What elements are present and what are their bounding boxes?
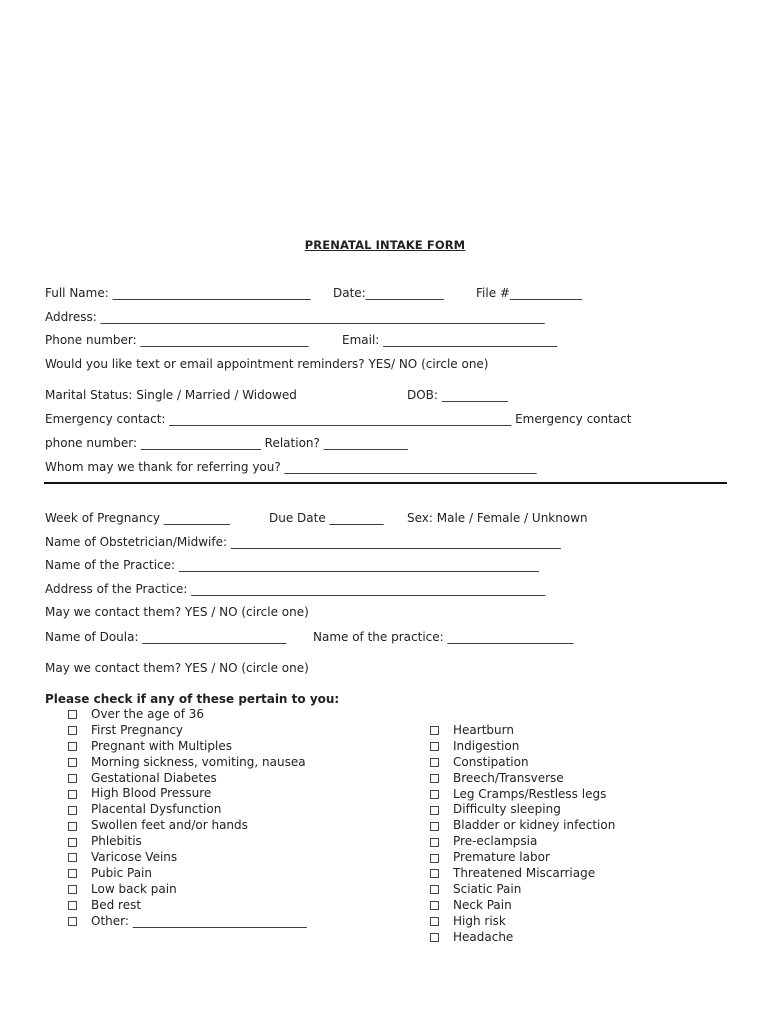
checkbox[interactable] — [68, 742, 77, 751]
checkbox[interactable] — [68, 885, 77, 894]
obstetrician-field[interactable]: Name of Obstetrician/Midwife: _______________________________________________________ — [45, 535, 561, 549]
checklist-item — [68, 723, 307, 739]
checkbox[interactable] — [68, 806, 77, 815]
checklist-item-label: High Blood Pressure — [91, 786, 212, 801]
checklist-item — [68, 802, 307, 818]
contact-doula-question[interactable]: May we contact them? YES / NO (circle one) — [45, 661, 309, 675]
checklist-item — [68, 771, 307, 787]
checklist-item-label: Neck Pain — [453, 897, 512, 912]
checkbox[interactable] — [430, 726, 439, 735]
checklist-item — [430, 930, 615, 946]
checkbox[interactable] — [68, 790, 77, 799]
practice-address-field[interactable]: Address of the Practice: ___________________________________________________________ — [45, 582, 546, 596]
checklist-item — [68, 786, 307, 802]
checklist-item-label: Leg Cramps/Restless legs — [453, 786, 607, 801]
checklist-item — [430, 834, 615, 850]
checkbox[interactable] — [430, 838, 439, 847]
checklist-item — [68, 755, 307, 771]
date-field[interactable]: Date:_____________ — [333, 286, 444, 300]
checkbox[interactable] — [430, 885, 439, 894]
section-divider — [44, 482, 727, 484]
checklist-item-label: Bed rest — [91, 897, 142, 912]
checklist-item-label: Pregnant with Multiples — [91, 738, 232, 753]
file-number-field[interactable]: File #____________ — [476, 286, 582, 300]
left-checklist — [68, 707, 307, 929]
checklist-item-label: Other: _____________________________ — [91, 913, 307, 928]
checklist-heading: Please check if any of these pertain to you: — [45, 692, 340, 706]
checklist-item — [68, 707, 307, 723]
checklist-item-label: Over the age of 36 — [91, 707, 205, 721]
doula-name-field[interactable]: Name of Doula: ________________________ — [45, 630, 287, 644]
checklist-item-label: Difficulty sleeping — [453, 802, 561, 817]
checkbox[interactable] — [68, 774, 77, 783]
phone-field[interactable]: Phone number: ____________________________ — [45, 333, 309, 347]
checkbox[interactable] — [68, 869, 77, 878]
checklist-item — [68, 739, 307, 755]
checklist-item-label: Swollen feet and/or hands — [91, 818, 248, 833]
checklist-item-label: Morning sickness, vomiting, nausea — [91, 754, 306, 769]
checkbox[interactable] — [430, 822, 439, 831]
checklist-item — [430, 787, 615, 803]
referral-field[interactable]: Whom may we thank for referring you? __________________________________________ — [45, 460, 537, 474]
checkbox[interactable] — [430, 774, 439, 783]
checklist-item-label: First Pregnancy — [91, 722, 184, 737]
email-field[interactable]: Email: _____________________________ — [342, 333, 558, 347]
checkbox[interactable] — [430, 917, 439, 926]
checkbox[interactable] — [430, 758, 439, 767]
checklist-item-label: Breech/Transverse — [453, 770, 564, 785]
emergency-contact-field[interactable]: Emergency contact: _________________________________________________________ Emergency contact — [45, 412, 632, 426]
checklist-item — [430, 914, 615, 930]
dob-field[interactable]: DOB: ___________ — [407, 388, 508, 402]
checklist-item-label: Placental Dysfunction — [91, 802, 222, 817]
checklist-item-label: Threatened Miscarriage — [453, 866, 596, 881]
checkbox[interactable] — [68, 917, 77, 926]
checklist-item-label: Indigestion — [453, 738, 520, 753]
checklist-item — [430, 818, 615, 834]
checkbox[interactable] — [430, 933, 439, 942]
checklist-item — [68, 898, 307, 914]
checklist-item — [430, 850, 615, 866]
checklist-item — [430, 723, 615, 739]
week-of-pregnancy-field[interactable]: Week of Pregnancy ___________ — [45, 511, 230, 525]
reminders-question[interactable]: Would you like text or email appointment reminders? YES/ NO (circle one) — [45, 357, 489, 371]
checklist-item — [68, 882, 307, 898]
checklist-item — [68, 818, 307, 834]
practice-name-field[interactable]: Name of the Practice: ____________________________________________________________ — [45, 558, 539, 572]
checkbox[interactable] — [430, 742, 439, 751]
full-name-field[interactable]: Full Name: _________________________________ — [45, 286, 311, 300]
checklist-item — [430, 771, 615, 787]
checkbox[interactable] — [68, 822, 77, 831]
checklist-item-label: Premature labor — [453, 850, 550, 865]
checklist-item-label: Bladder or kidney infection — [453, 818, 616, 833]
due-date-field[interactable]: Due Date _________ — [269, 511, 384, 525]
checkbox[interactable] — [68, 853, 77, 862]
checkbox[interactable] — [68, 726, 77, 735]
checklist-item-label: Sciatic Pain — [453, 881, 522, 896]
checkbox[interactable] — [68, 901, 77, 910]
contact-practice-question[interactable]: May we contact them? YES / NO (circle one) — [45, 605, 309, 619]
checklist-item — [68, 834, 307, 850]
checklist-item-label: Headache — [453, 929, 514, 944]
checklist-item-label: Heartburn — [453, 723, 514, 737]
checkbox[interactable] — [68, 838, 77, 847]
checkbox[interactable] — [430, 854, 439, 863]
checklist-item-label: Phlebitis — [91, 834, 142, 849]
checklist-item — [68, 914, 307, 930]
right-checklist — [430, 723, 615, 945]
checklist-item — [430, 898, 615, 914]
checklist-item-label: Pre-eclampsia — [453, 834, 538, 849]
checklist-item-label: Pubic Pain — [91, 865, 152, 880]
checkbox[interactable] — [430, 869, 439, 878]
checklist-item-label: Low back pain — [91, 881, 177, 896]
checklist-item — [68, 850, 307, 866]
checklist-item-label: Constipation — [453, 754, 529, 769]
checklist-item — [430, 755, 615, 771]
doula-practice-field[interactable]: Name of the practice: _____________________ — [313, 630, 574, 644]
emergency-phone-relation-field[interactable]: phone number: ____________________ Relation? ______________ — [45, 436, 408, 450]
checkbox[interactable] — [68, 758, 77, 767]
checklist-item-label: High risk — [453, 913, 506, 928]
checklist-item — [430, 802, 615, 818]
checklist-item — [430, 739, 615, 755]
checkbox[interactable] — [430, 790, 439, 799]
form-title: PRENATAL INTAKE FORM — [304, 238, 466, 252]
checklist-item — [430, 882, 615, 898]
checkbox[interactable] — [430, 806, 439, 815]
address-field[interactable]: Address: __________________________________________________________________________ — [45, 310, 545, 324]
checkbox[interactable] — [430, 901, 439, 910]
marital-status-field[interactable]: Marital Status: Single / Married / Widowed — [45, 388, 297, 402]
checklist-item — [68, 866, 307, 882]
checkbox[interactable] — [68, 710, 77, 719]
checklist-item — [430, 866, 615, 882]
checklist-item-label: Varicose Veins — [91, 850, 178, 865]
sex-field[interactable]: Sex: Male / Female / Unknown — [407, 511, 588, 525]
checklist-item-label: Gestational Diabetes — [91, 770, 217, 785]
